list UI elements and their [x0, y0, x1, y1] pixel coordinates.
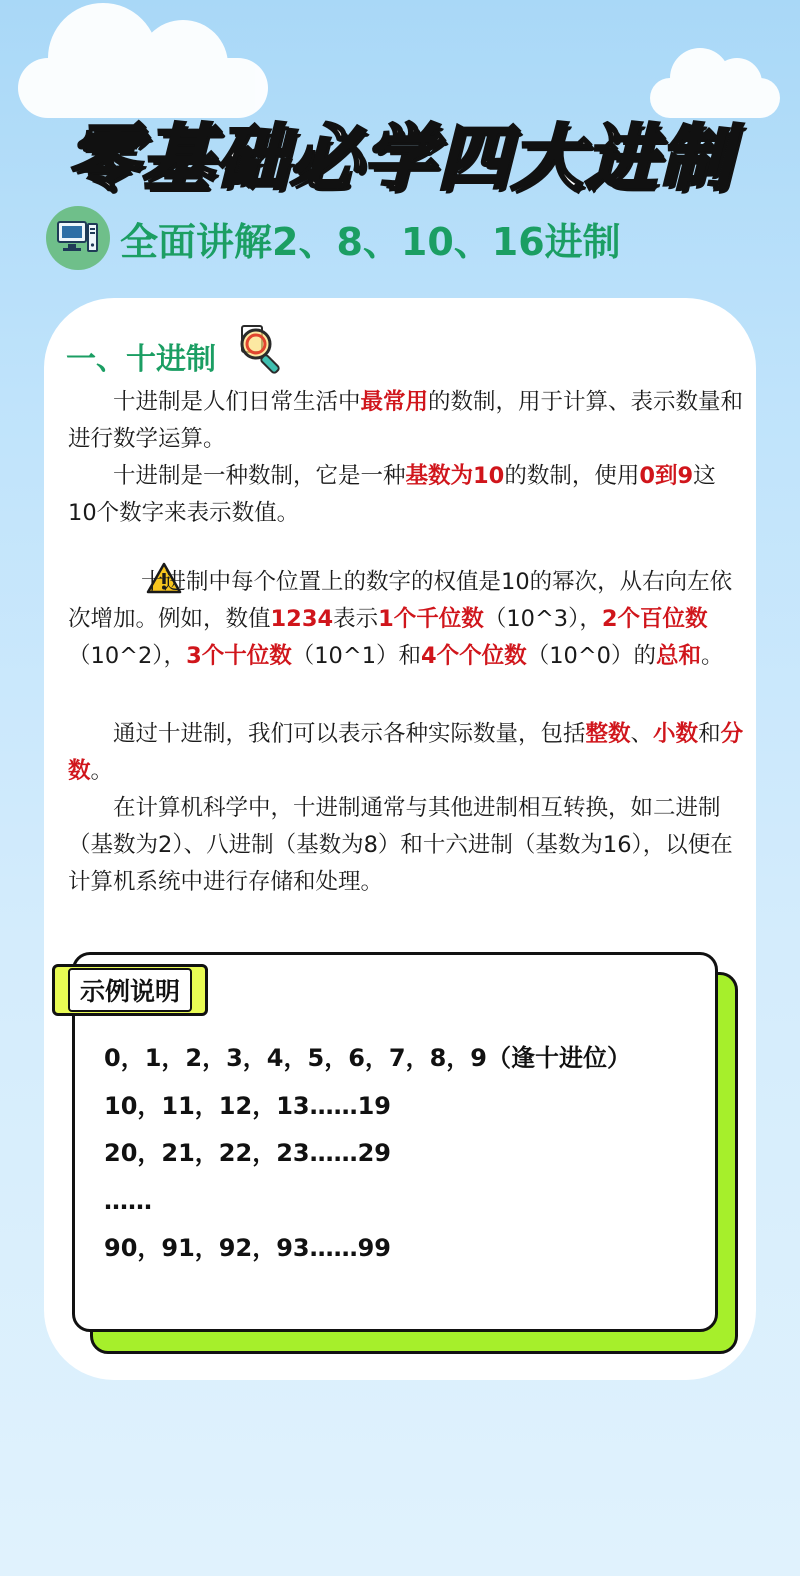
- highlight: 基数为10: [405, 463, 505, 489]
- text: 通过十进制，我们可以表示各种实际数量，包括: [113, 721, 586, 747]
- text: 十进制是一种数制，它是一种: [113, 463, 406, 489]
- text: （10^1）和: [291, 643, 422, 669]
- example-line: 0，1，2，3，4，5，6，7，8，9（逢十进位）: [104, 1044, 631, 1072]
- paragraph-group-3: [68, 716, 744, 901]
- text: 十进制是人们日常生活中: [113, 389, 361, 415]
- text: 、: [630, 721, 654, 747]
- text: 。: [701, 643, 724, 669]
- highlight: 2个百位数: [601, 606, 708, 632]
- highlight: 1234: [270, 606, 334, 632]
- text: 的数制，使用: [504, 463, 640, 489]
- section-title: 一、十进制: [66, 342, 216, 377]
- paragraph: [68, 384, 744, 458]
- subtitle-row: [46, 206, 621, 270]
- highlight: 3个十位数: [186, 643, 292, 669]
- text: 这10个数字来表示数值。: [68, 463, 716, 526]
- section-heading: [66, 328, 290, 384]
- text: 十进制中每个位置上的数字的权值是10的幂次，从右向左依次增加。例如，数值: [68, 569, 733, 632]
- paragraph: [68, 458, 744, 532]
- text: （10^2），: [68, 643, 187, 669]
- paragraph-group-1: [68, 384, 744, 532]
- text: 。: [90, 758, 114, 784]
- highlight: 小数: [653, 721, 699, 747]
- highlight: 0到9: [639, 463, 694, 489]
- text: 表示: [333, 606, 379, 632]
- page-subtitle: 全面讲解2、8、10、16进制: [120, 219, 621, 264]
- paragraph: [68, 716, 744, 790]
- magnifier-icon: [234, 322, 290, 378]
- example-line: 10，11，12，13……19: [104, 1091, 391, 1120]
- highlight: 总和: [656, 643, 702, 669]
- paragraph-group-2: [68, 562, 744, 675]
- highlight: 分数: [68, 721, 744, 784]
- page-title: 零基础必学四大进制: [66, 116, 733, 200]
- paragraph: 在计算机科学中，十进制通常与其他进制相互转换，如二进制（基数为2）、八进制（基数为8）和十六进制（基数为16），以便在计算机系统中进行存储和处理。: [68, 795, 733, 895]
- example-line: ……: [104, 1186, 152, 1215]
- text: 和: [698, 721, 721, 747]
- example-tag: [52, 964, 208, 1016]
- highlight: 整数: [585, 721, 631, 747]
- paragraph: [68, 562, 744, 675]
- text: （10^3），: [483, 606, 602, 632]
- highlight: 最常用: [360, 389, 429, 415]
- text: （10^0）的: [526, 643, 656, 669]
- highlight: 1个千位数: [378, 606, 484, 632]
- warning-icon: [101, 562, 137, 594]
- text: 的数制，用于计算、表示数量和进行数学运算。: [68, 389, 744, 452]
- example-line: 20，21，22，23……29: [104, 1139, 391, 1167]
- example-line: 90，91，92，93……99: [104, 1234, 391, 1262]
- example-tag-label: 示例说明: [68, 968, 192, 1012]
- highlight: 4个个位数: [421, 643, 527, 669]
- computer-icon: [46, 206, 110, 270]
- example-lines: [104, 1038, 694, 1276]
